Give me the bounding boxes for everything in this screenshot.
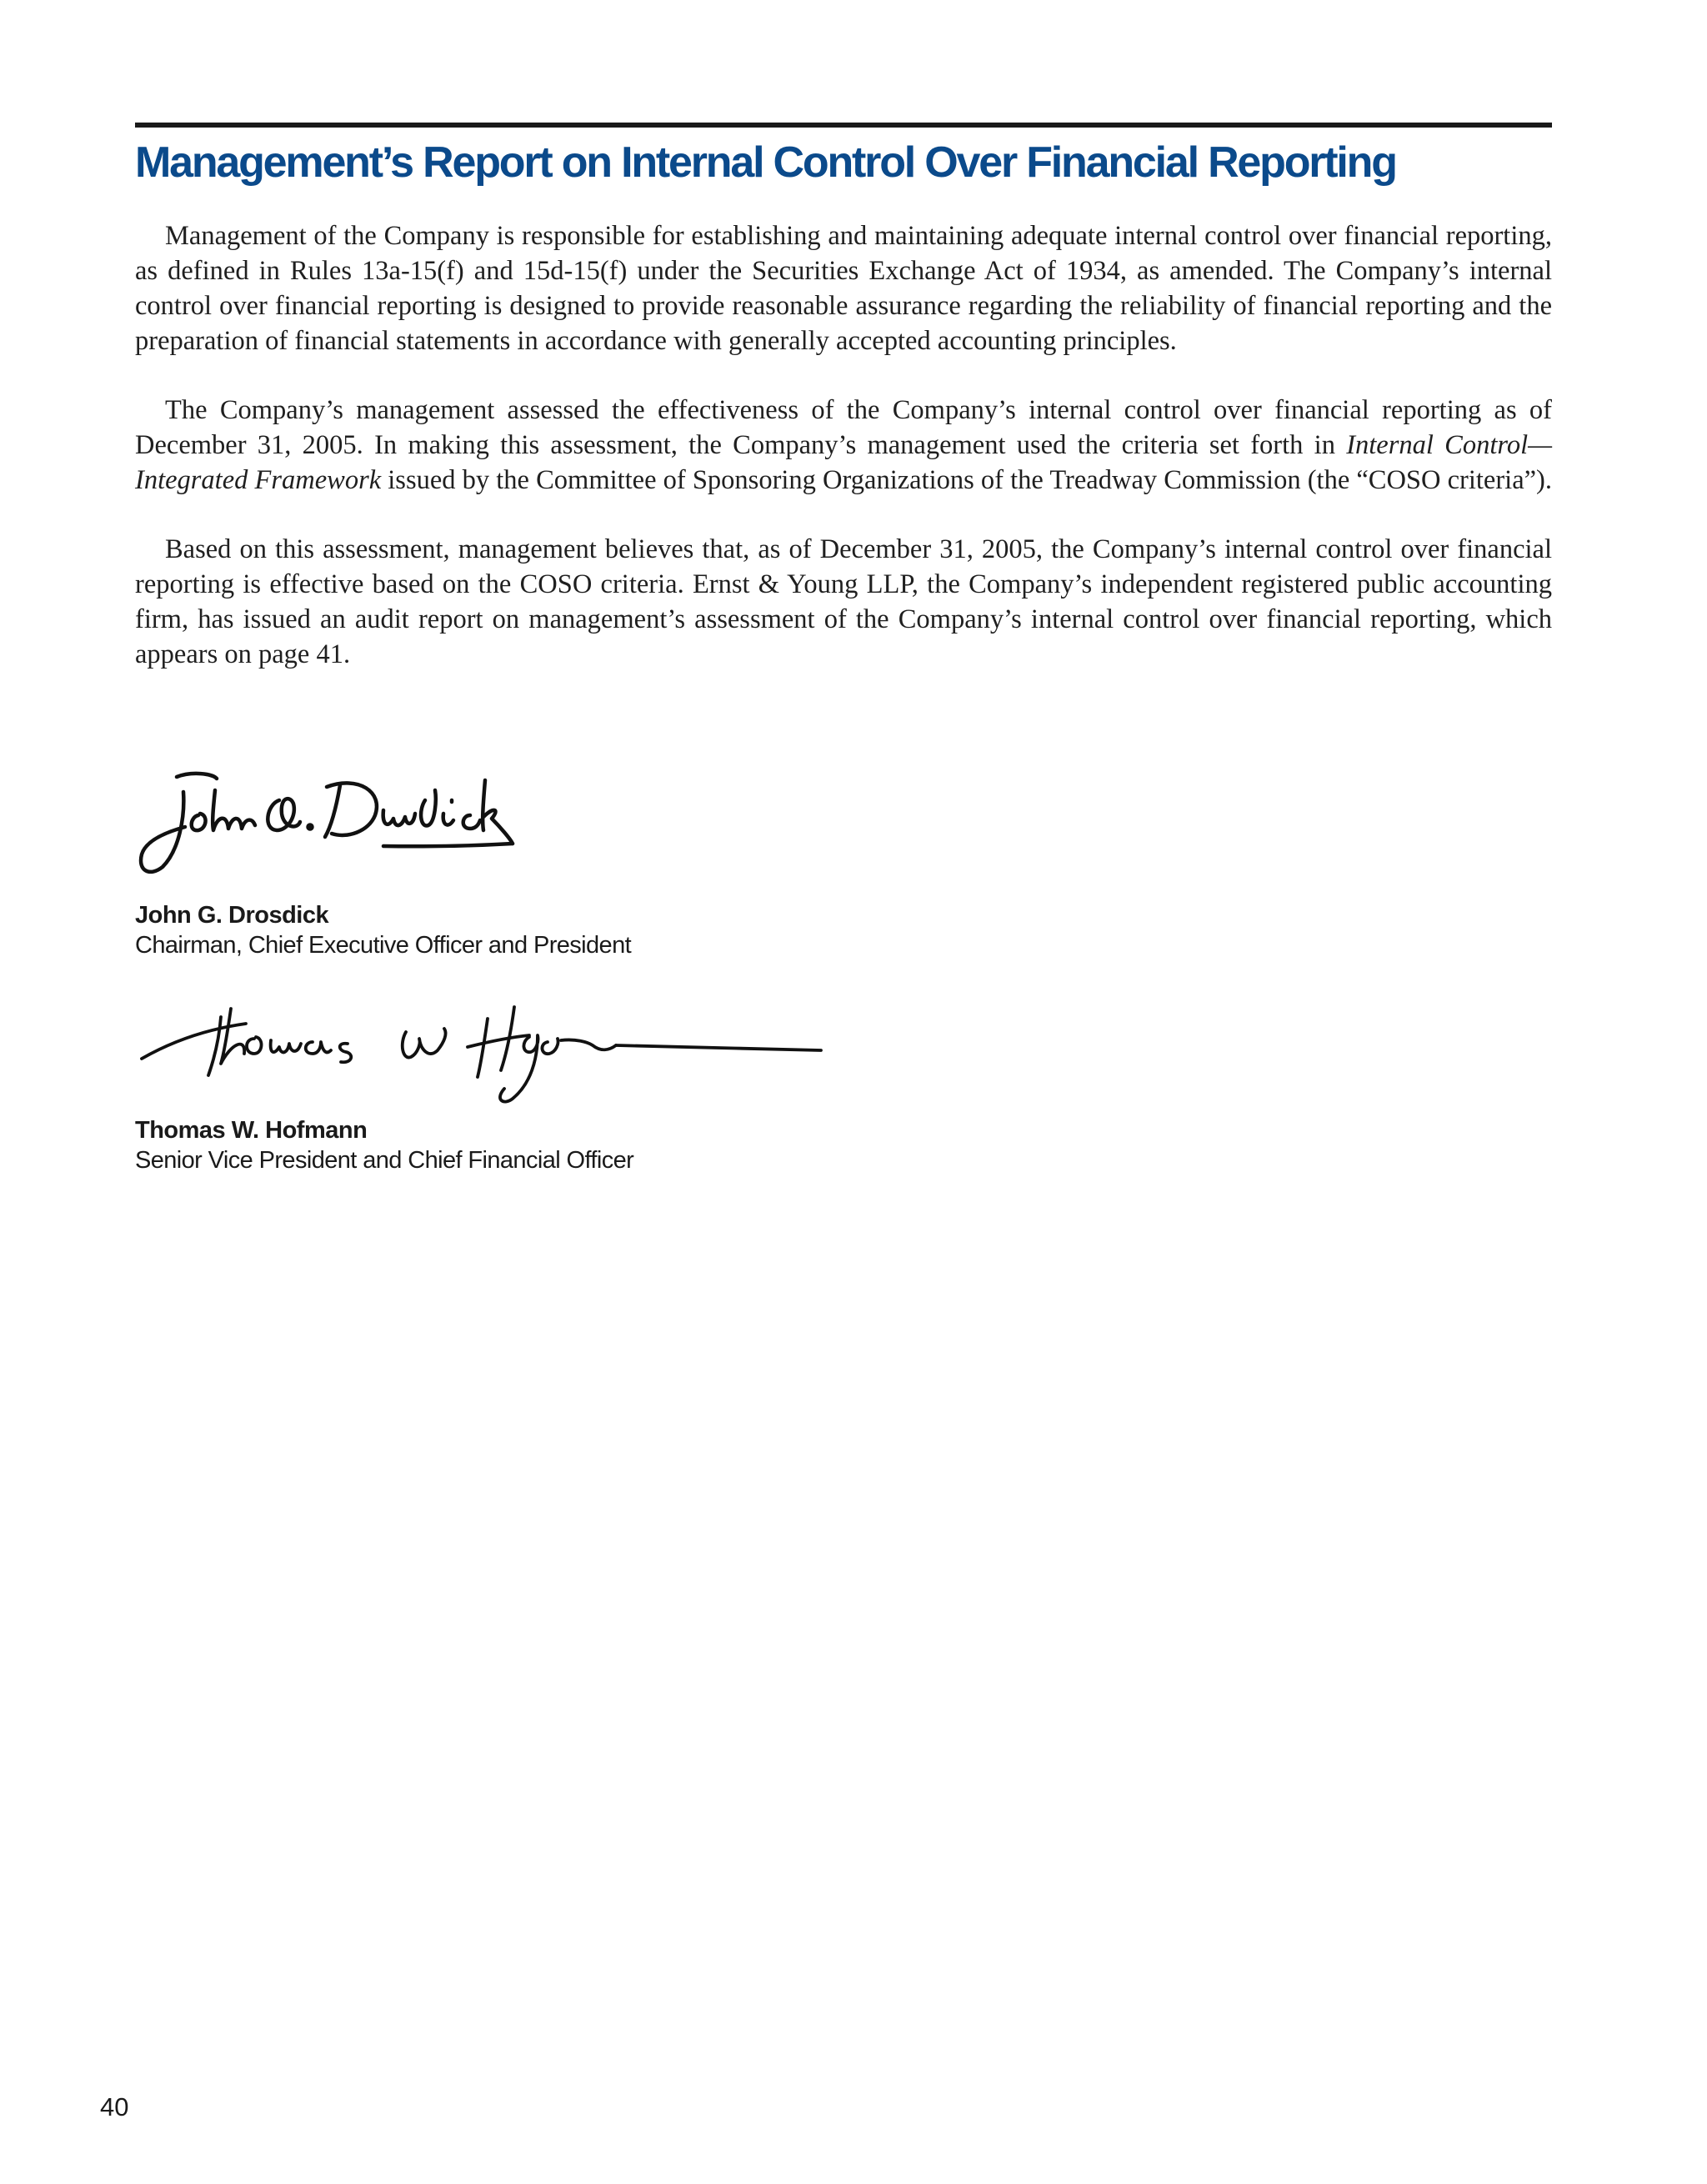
signer-hofmann bbox=[135, 1115, 633, 1175]
page-title: Management’s Report on Internal Control Over Financial Reporting bbox=[135, 138, 1396, 187]
paragraph-assessment-text-before: The Company’s management assessed the effectiveness of the Company’s internal control over financial reporting as of December 31, 2005. In making this assessment, the Company’s management used the criteria set forth in bbox=[135, 395, 1552, 460]
framework-title: Internal Control—Integrated Framework bbox=[135, 430, 1552, 495]
signature-hofmann bbox=[138, 984, 829, 1117]
top-rule bbox=[135, 123, 1552, 128]
signer-name: Thomas W. Hofmann bbox=[135, 1117, 368, 1144]
page-number: 40 bbox=[100, 2092, 129, 2121]
report-body bbox=[135, 218, 1552, 672]
paragraph-conclusion: Based on this assessment, management believes that, as of December 31, 2005, the Company’s internal control over financial reporting is effective based on the COSO criteria. Ernst & Young LLP, the Company’s independent registered public accounting firm, has issued an audit report on management’s assessment of the Company’s internal control over financial reporting, which appears on page 41. bbox=[135, 534, 1552, 669]
signer-drosdick bbox=[135, 900, 631, 960]
signer-name: John G. Drosdick bbox=[135, 902, 329, 929]
signature-drosdick bbox=[133, 767, 517, 892]
paragraph-assessment bbox=[135, 393, 1552, 498]
paragraph-responsibility: Management of the Company is responsible for establishing and maintaining adequate internal control over financial reporting, as defined in Rules 13a-15(f) and 15d-15(f) under the Securities Exchange Act of 1934, as amended. The Company’s internal control over financial reporting is designed to provide reasonable assurance regarding the reliability of financial reporting and the preparation of financial statements in accordance with generally accepted accounting principles. bbox=[135, 221, 1552, 356]
signer-title: Chairman, Chief Executive Officer and President bbox=[135, 932, 632, 959]
paragraph-assessment-text-after: issued by the Committee of Sponsoring Organizations of the Treadway Commission (the “COSO criteria”). bbox=[381, 465, 1552, 495]
signer-title: Senior Vice President and Chief Financial Officer bbox=[135, 1147, 634, 1174]
